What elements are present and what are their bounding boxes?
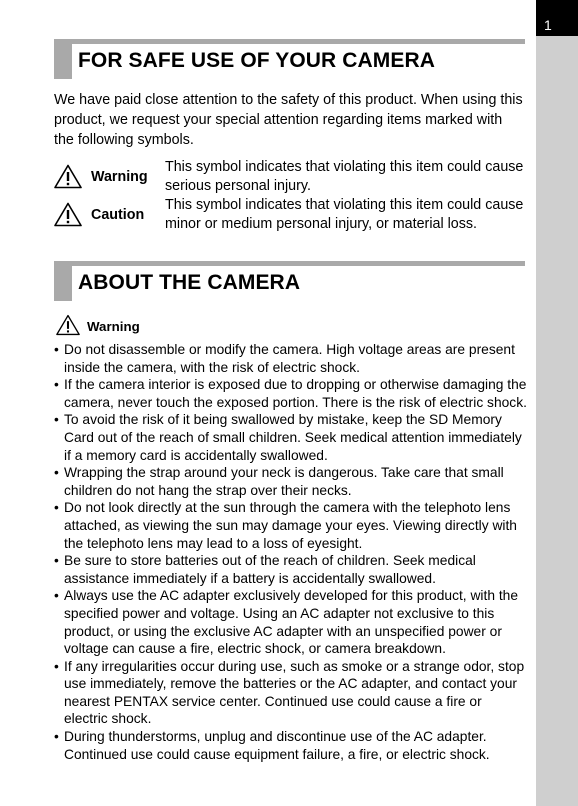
list-item: • Be sure to store batteries out of the reach of children. Seek medical assistance immediately if a battery is accidentally swallowed. <box>54 552 528 587</box>
warning-triangle-icon <box>54 202 82 227</box>
list-item: • Always use the AC adapter exclusively developed for this product, with the specified power and voltage. Using an AC adapter not exclusive to this product, or using the exclusive AC adapter with an unspecified power or voltage can cause a fire, electric shock, or camera breakdown. <box>54 587 528 657</box>
list-item: • Do not look directly at the sun through the camera with the telephoto lens attached, as viewing the sun may damage your eyes. Viewing directly with the telephoto lens may lead to a loss of eyesight. <box>54 499 528 552</box>
symbol-label: Caution <box>91 207 145 223</box>
list-item: • To avoid the risk of it being swallowed by mistake, keep the SD Memory Card out of the reach of small children. Seek medical attention immediately if a memory card is accidentally swallowed. <box>54 411 528 464</box>
warning-list <box>54 341 528 763</box>
page-number: 1 <box>536 0 578 36</box>
symbol-description: This symbol indicates that violating this item could cause minor or medium personal injury, or material loss. <box>165 197 524 232</box>
list-item: • Do not disassemble or modify the camera. High voltage areas are present inside the camera, with the risk of electric shock. <box>54 341 528 376</box>
warning-label: Warning <box>87 319 140 334</box>
side-tab <box>536 0 578 806</box>
list-item: • During thunderstorms, unplug and discontinue use of the AC adapter. Continued use could cause equipment failure, a fire, or electric shock. <box>54 728 528 763</box>
section-heading-about-camera <box>54 261 525 301</box>
section-heading-bar <box>54 44 72 79</box>
list-item: • If any irregularities occur during use, such as smoke or a strange odor, stop use immediately, remove the batteries or the AC adapter, and contact your nearest PENTAX service center. Continued use could cause a fire or electric shock. <box>54 658 528 728</box>
warning-triangle-icon <box>56 314 80 336</box>
section-title: FOR SAFE USE OF YOUR CAMERA <box>78 49 436 72</box>
symbol-description: This symbol indicates that violating this item could cause serious personal injury. <box>165 159 524 194</box>
symbol-row-caution <box>54 196 529 236</box>
symbol-row-warning <box>54 158 529 198</box>
intro-paragraph: We have paid close attention to the safety of this product. When using this product, we request your special attention regarding items marked with the following symbols. <box>54 92 523 148</box>
symbol-label: Warning <box>91 169 148 185</box>
warning-triangle-icon <box>54 164 82 189</box>
section-heading-safe-use <box>54 39 525 79</box>
section-heading-bar <box>54 266 72 301</box>
list-item: • If the camera interior is exposed due to dropping or otherwise damaging the camera, never touch the exposed portion. There is the risk of electric shock. <box>54 376 528 411</box>
section-title: ABOUT THE CAMERA <box>78 271 301 294</box>
list-item: • Wrapping the strap around your neck is dangerous. Take care that small children do not hang the strap over their necks. <box>54 464 528 499</box>
